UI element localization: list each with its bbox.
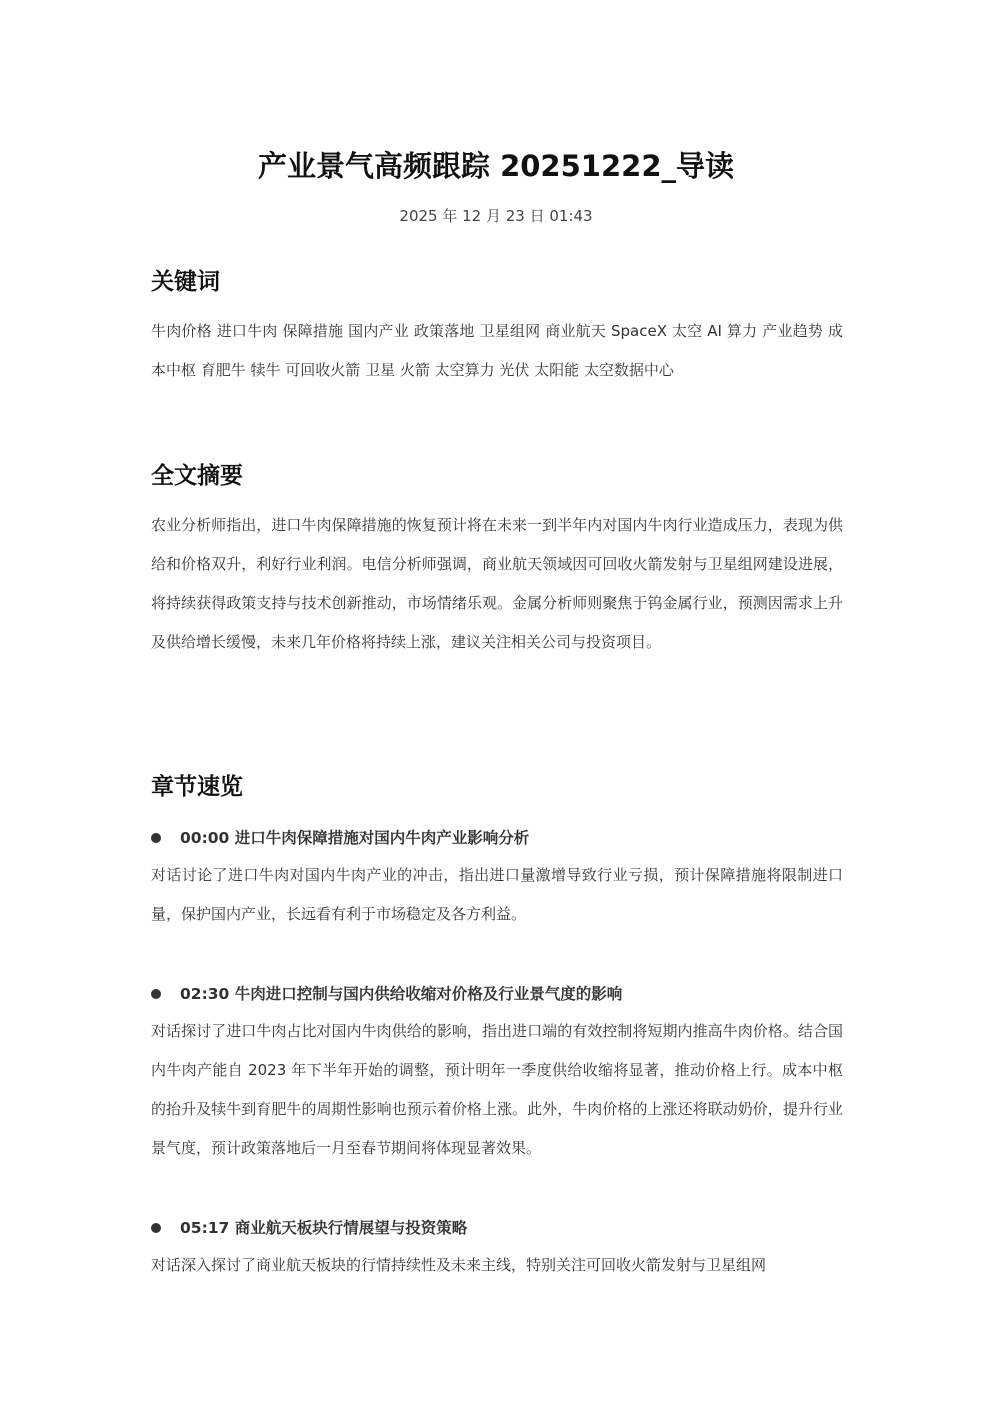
summary-heading: 全文摘要 xyxy=(151,463,243,489)
bullet-icon xyxy=(151,1223,161,1233)
chapter-time: 05:17 xyxy=(180,1219,230,1237)
chapter-title-line xyxy=(180,981,622,1007)
chapter-time: 02:30 xyxy=(180,985,230,1003)
bullet-icon xyxy=(151,989,161,999)
document-title: 产业景气高频跟踪 20251222_导读 xyxy=(257,149,735,183)
chapter-header xyxy=(151,825,843,851)
keywords-text: 牛肉价格 进口牛肉 保障措施 国内产业 政策落地 卫星组网 商业航天 SpaceX 太空 AI 算力 产业趋势 成本中枢 育肥牛 犊牛 可回收火箭 卫星 火箭 太空算力 光伏 太阳能 太空数据中心 xyxy=(151,322,843,379)
chapter-header xyxy=(151,981,843,1007)
bullet-icon xyxy=(151,833,161,843)
chapter-text: 对话探讨了进口牛肉占比对国内牛肉供给的影响，指出进口端的有效控制将短期内推高牛肉价格。结合国内牛肉产能自 2023 年下半年开始的调整，预计明年一季度供给收缩将显著，推动价格上行。成本中枢的抬升及犊牛到育肥牛的周期性影响也预示着价格上涨。此外，牛肉价格的上涨还将联动奶价，提升行业景气度，预计政策落地后一月至春节期间将体现显著效果。 xyxy=(151,1022,843,1157)
chapter-header xyxy=(151,1215,843,1241)
document-date: 2025 年 12 月 23 日 01:43 xyxy=(399,207,593,225)
chapter-title-line xyxy=(180,825,529,851)
summary-text: 农业分析师指出，进口牛肉保障措施的恢复预计将在未来一到半年内对国内牛肉行业造成压力，表现为供给和价格双升，利好行业利润。电信分析师强调，商业航天领域因可回收火箭发射与卫星组网建设进展，将持续获得政策支持与技术创新推动，市场情绪乐观。金属分析师则聚焦于钨金属行业，预测因需求上升及供给增长缓慢，未来几年价格将持续上涨，建议关注相关公司与投资项目。 xyxy=(151,516,843,651)
chapter-title: 进口牛肉保障措施对国内牛肉产业影响分析 xyxy=(234,829,530,847)
chapter-text: 对话讨论了进口牛肉对国内牛肉产业的冲击，指出进口量激增导致行业亏损，预计保障措施将限制进口量，保护国内产业，长远看有利于市场稳定及各方利益。 xyxy=(151,866,843,923)
chapter-text: 对话深入探讨了商业航天板块的行情持续性及未来主线，特别关注可回收火箭发射与卫星组网 xyxy=(151,1256,767,1274)
chapter-title: 牛肉进口控制与国内供给收缩对价格及行业景气度的影响 xyxy=(234,985,623,1003)
chapter-title: 商业航天板块行情展望与投资策略 xyxy=(234,1219,468,1237)
chapter-time: 00:00 xyxy=(180,829,230,847)
chapter-title-line xyxy=(180,1215,467,1241)
chapters-heading: 章节速览 xyxy=(151,774,243,800)
keywords-heading: 关键词 xyxy=(151,269,220,295)
